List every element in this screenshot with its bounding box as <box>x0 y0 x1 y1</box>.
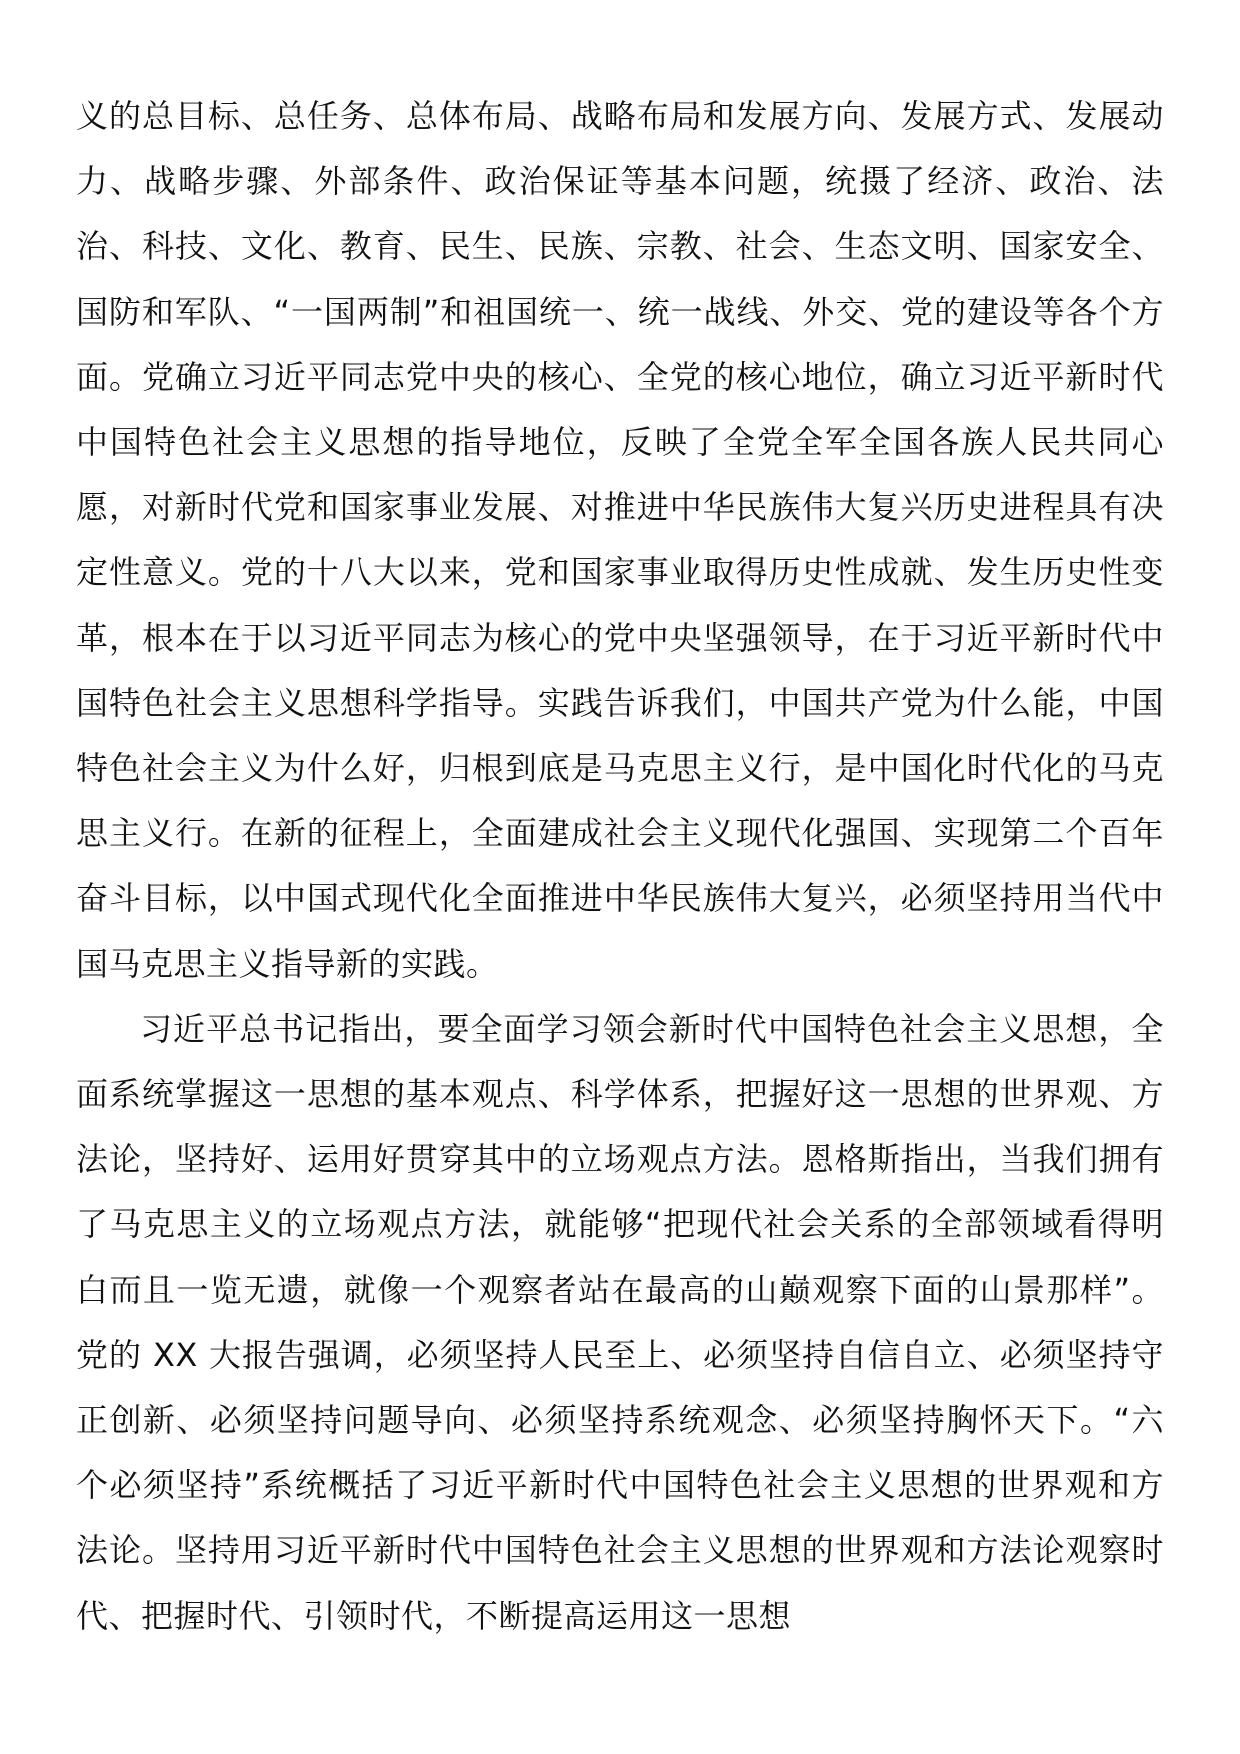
paragraph-continued: 义的总目标、总任务、总体布局、战略布局和发展方向、发展方式、发展动力、战略步骤、外部条件、政治保证等基本问题，统摄了经济、政治、法治、科技、文化、教育、民生、民族、宗教、社会、生态文明、国家安全、国防和军队、“一国两制”和祖国统一、统一战线、外交、党的建设等各个方面。党确立习近平同志党中央的核心、全党的核心地位，确立习近平新时代中国特色社会主义思想的指导地位，反映了全党全军全国各族人民共同心愿，对新时代党和国家事业发展、对推进中华民族伟大复兴历史进程具有决定性意义。党的十八大以来，党和国家事业取得历史性成就、发生历史性变革，根本在于以习近平同志为核心的党中央坚强领导，在于习近平新时代中国特色社会主义思想科学指导。实践告诉我们，中国共产党为什么能，中国特色社会主义为什么好，归根到底是马克思主义行，是中国化时代化的马克思主义行。在新的征程上，全面建成社会主义现代化强国、实现第二个百年奋斗目标，以中国式现代化全面推进中华民族伟大复兴，必须坚持用当代中国马克思主义指导新的实践。 <box>76 97 1164 983</box>
paragraph-xi-jinping-instruction: 习近平总书记指出，要全面学习领会新时代中国特色社会主义思想，全面系统掌握这一思想的基本观点、科学体系，把握好这一思想的世界观、方法论，坚持好、运用好贯穿其中的立场观点方法。恩格斯指出，当我们拥有了马克思主义的立场观点方法，就能够“把现代社会关系的全部领域看得明白而且一览无遗，就像一个观察者站在最高的山巅观察下面的山景那样”。党的 XX 大报告强调，必须坚持人民至上、必须坚持自信自立、必须坚持守正创新、必须坚持问题导向、必须坚持系统观念、必须坚持胸怀天下。“六个必须坚持”系统概括了习近平新时代中国特色社会主义思想的世界观和方法论。坚持用习近平新时代中国特色社会主义思想的世界观和方法论观察时代、把握时代、引领时代，不断提高运用这一思想 <box>76 1009 1164 1635</box>
document-body <box>76 84 1164 1649</box>
